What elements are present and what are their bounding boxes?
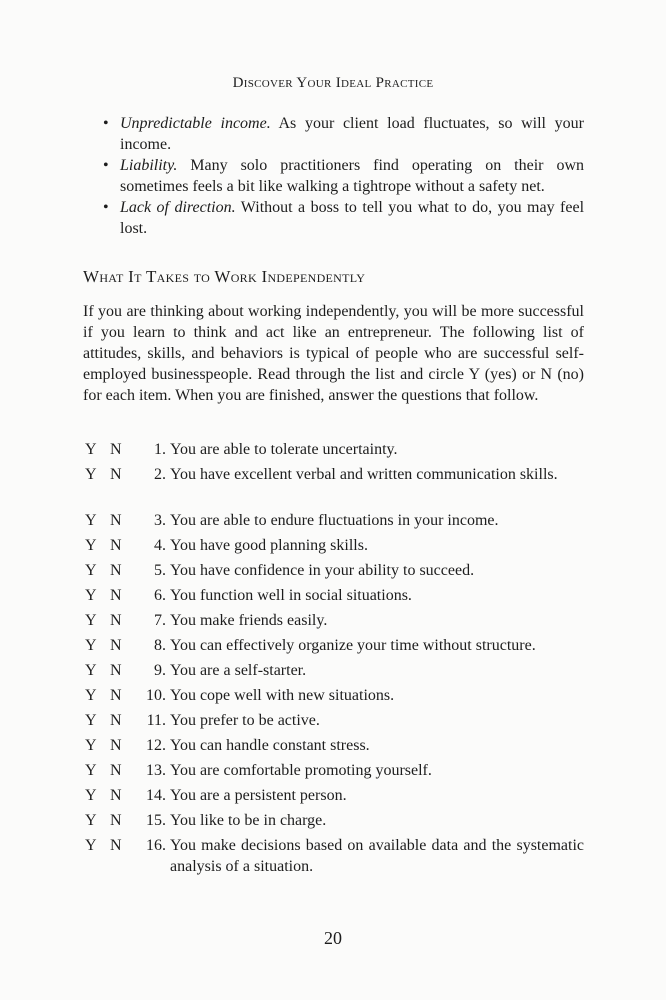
- item-statement: You are a persistent person.: [170, 787, 347, 804]
- yes-option: Y: [85, 637, 97, 654]
- yes-option: Y: [85, 537, 97, 554]
- bullet-term: Lack of direction.: [120, 199, 236, 216]
- item-statement: You cope well with new situations.: [170, 687, 395, 704]
- no-option: N: [110, 837, 122, 854]
- yes-option: Y: [85, 612, 97, 629]
- item-statement: You have excellent verbal and written communication skills.: [170, 466, 558, 483]
- item-number: 5.: [154, 562, 166, 579]
- bullet-list: [100, 113, 584, 239]
- bullet-icon: •: [103, 115, 109, 132]
- checklist-item: [83, 585, 584, 610]
- bullet-term: Unpredictable income.: [120, 115, 271, 132]
- intro-paragraph: If you are thinking about working independently, you will be more successful if you learn to think and act like an entrepreneur. The following list of attitudes, skills, and behaviors is typical of people who are successful self-employed businesspeople. Read through the list and circle Y (yes) or N (no) for each item. When you are finished, answer the questions that follow.: [83, 303, 584, 404]
- checklist-item: [83, 710, 584, 735]
- item-number: 11.: [146, 712, 166, 729]
- yes-option: Y: [85, 712, 97, 729]
- item-statement: You prefer to be active.: [170, 712, 320, 729]
- bullet-text: As your client load fluctuates, so will your income.: [120, 115, 585, 153]
- item-statement: You have confidence in your ability to succeed.: [170, 562, 475, 579]
- item-statement: You function well in social situations.: [170, 587, 412, 604]
- yes-option: Y: [85, 812, 97, 829]
- no-option: N: [110, 512, 122, 529]
- item-number: 10.: [146, 687, 166, 704]
- item-statement: You are able to tolerate uncertainty.: [170, 441, 398, 458]
- item-number: 4.: [154, 537, 166, 554]
- no-option: N: [110, 712, 122, 729]
- running-head: Discover Your Ideal Practice: [232, 75, 434, 91]
- checklist-item: [83, 685, 584, 710]
- item-number: 9.: [154, 662, 166, 679]
- yes-option: Y: [85, 787, 97, 804]
- checklist-item: [83, 810, 584, 835]
- bullet-term: Liability.: [120, 157, 178, 174]
- checklist-item: [83, 735, 584, 760]
- yes-option: Y: [85, 837, 97, 854]
- item-statement: You are able to endure fluctuations in your income.: [170, 512, 499, 529]
- item-statement: You like to be in charge.: [170, 812, 327, 829]
- checklist-item: [83, 610, 584, 635]
- yes-option: Y: [85, 762, 97, 779]
- item-number: 12.: [146, 737, 166, 754]
- checklist-item: [83, 535, 584, 560]
- no-option: N: [110, 637, 122, 654]
- no-option: N: [110, 562, 122, 579]
- checklist-item: [83, 510, 584, 535]
- yes-option: Y: [85, 441, 97, 458]
- section-heading: What It Takes to Work Independently: [83, 267, 366, 286]
- yes-option: Y: [85, 512, 97, 529]
- item-number: 15.: [146, 812, 166, 829]
- no-option: N: [110, 762, 122, 779]
- item-number: 13.: [146, 762, 166, 779]
- item-statement: You are a self-starter.: [170, 662, 307, 679]
- yes-option: Y: [85, 662, 97, 679]
- checklist-item: [83, 560, 584, 585]
- yes-option: Y: [85, 687, 97, 704]
- item-statement: You make friends easily.: [170, 612, 328, 629]
- page-number: 20: [324, 928, 342, 948]
- checklist-item: [83, 439, 584, 464]
- item-statement: You make decisions based on available data and the systematic analysis of a situation.: [170, 837, 584, 875]
- no-option: N: [110, 441, 122, 458]
- item-number: 14.: [146, 787, 166, 804]
- item-statement: You can effectively organize your time without structure.: [170, 637, 536, 654]
- no-option: N: [110, 612, 122, 629]
- checklist-item: [83, 835, 584, 881]
- item-number: 8.: [154, 637, 166, 654]
- item-number: 1.: [154, 441, 166, 458]
- yes-option: Y: [85, 466, 97, 483]
- no-option: N: [110, 812, 122, 829]
- checklist-item: [83, 635, 584, 660]
- no-option: N: [110, 787, 122, 804]
- bullet-item: [100, 113, 584, 155]
- no-option: N: [110, 737, 122, 754]
- no-option: N: [110, 466, 122, 483]
- self-assessment-checklist: [83, 439, 584, 881]
- item-number: 6.: [154, 587, 166, 604]
- checklist-item: [83, 660, 584, 685]
- item-number: 2.: [154, 466, 166, 483]
- bullet-item: [100, 155, 584, 197]
- no-option: N: [110, 587, 122, 604]
- bullet-text: Many solo practitioners find operating on their own sometimes feels a bit like walking a tightrope without a safety net.: [120, 157, 584, 195]
- bullet-item: [100, 197, 584, 239]
- bullet-text: Without a boss to tell you what to do, you may feel lost.: [120, 199, 585, 237]
- yes-option: Y: [85, 587, 97, 604]
- item-statement: You can handle constant stress.: [170, 737, 370, 754]
- bullet-icon: •: [103, 199, 109, 216]
- item-statement: You have good planning skills.: [170, 537, 368, 554]
- no-option: N: [110, 537, 122, 554]
- item-number: 16.: [146, 837, 166, 854]
- item-number: 7.: [154, 612, 166, 629]
- bullet-icon: •: [103, 157, 109, 174]
- checklist-item: [83, 760, 584, 785]
- item-number: 3.: [154, 512, 166, 529]
- checklist-item: [83, 785, 584, 810]
- item-statement: You are comfortable promoting yourself.: [170, 762, 432, 779]
- no-option: N: [110, 687, 122, 704]
- no-option: N: [110, 662, 122, 679]
- yes-option: Y: [85, 562, 97, 579]
- yes-option: Y: [85, 737, 97, 754]
- checklist-item: [83, 464, 584, 510]
